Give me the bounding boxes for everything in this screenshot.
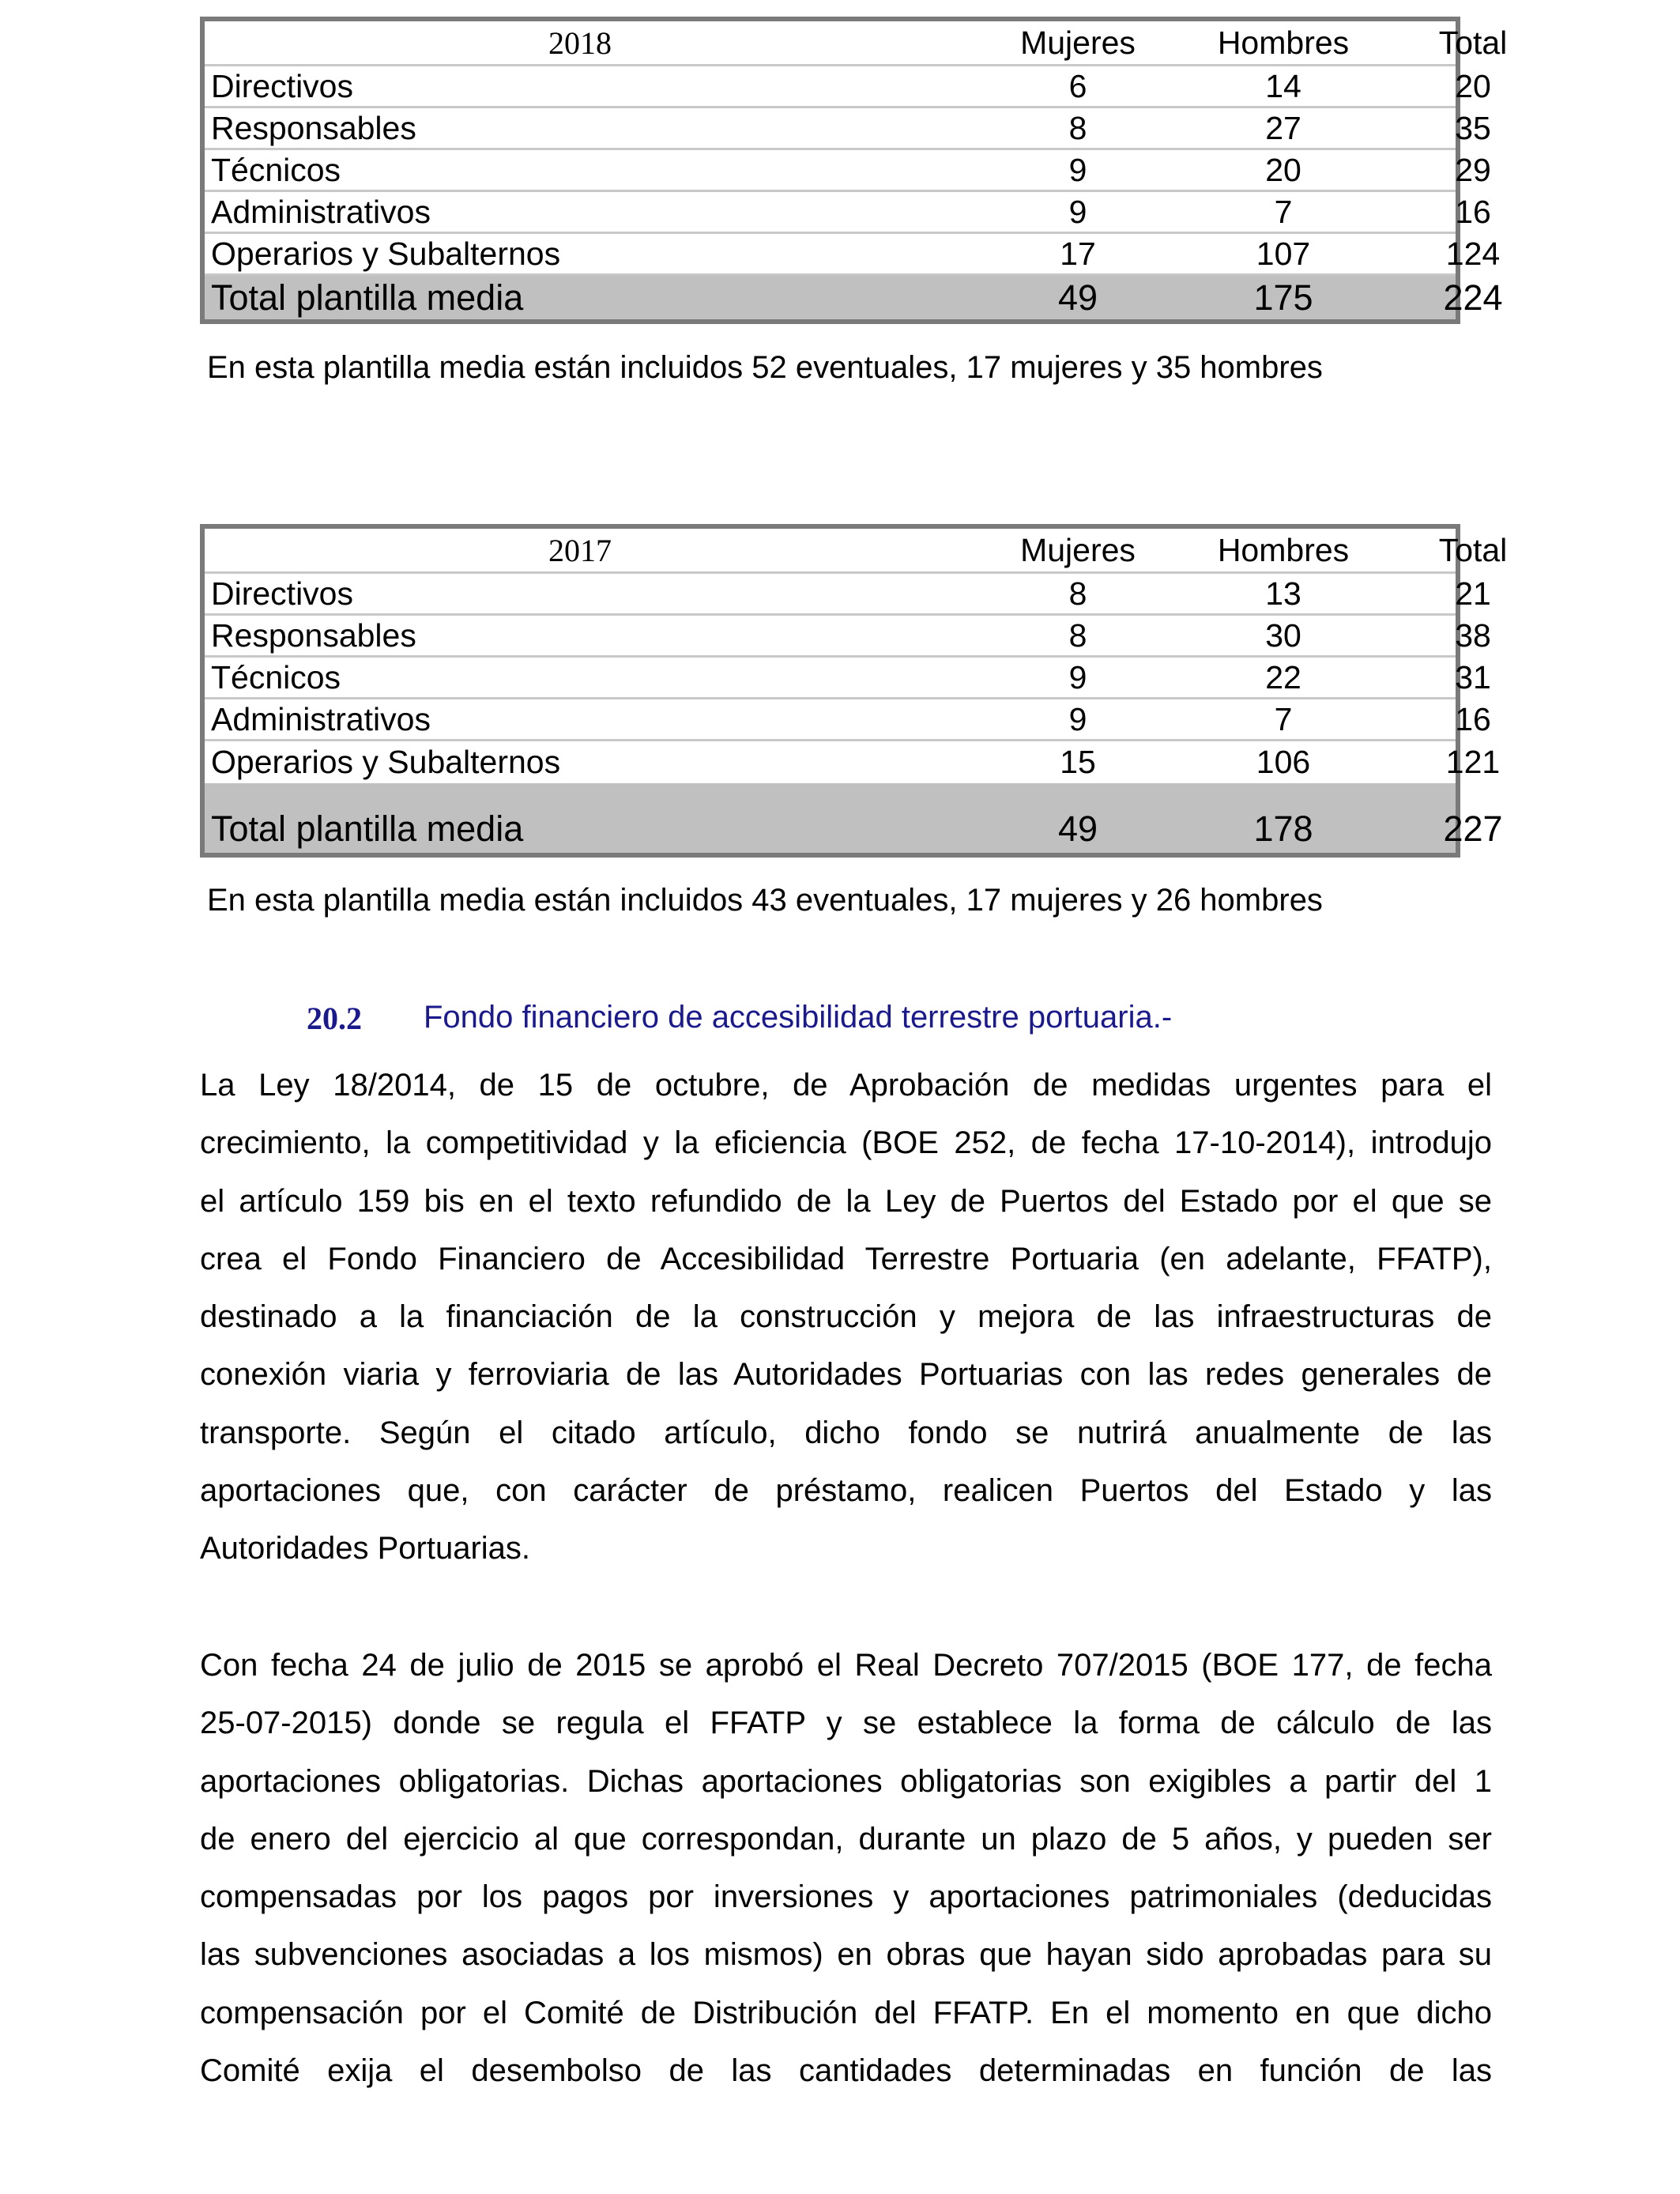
paragraph-line: las subvenciones asociadas a los mismos) en obras que hayan sido aprobadas para su — [200, 1937, 1492, 1973]
table-row — [205, 234, 1501, 276]
cell-hombres: 107 — [1256, 235, 1311, 272]
paragraph-real-decreto — [200, 1637, 1492, 2100]
paragraph-line: de enero del ejercicio al que correspondan, durante un plazo de 5 años, y pueden ser — [200, 1821, 1492, 1857]
paragraph-line: compensación por el Comité de Distribución del FFATP. En el momento en que dicho — [200, 1995, 1492, 2030]
cell-hombres: 20 — [1265, 151, 1301, 188]
paragraph-line: aportaciones obligatorias. Dichas aportaciones obligatorias son exigibles a partir del 1 — [200, 1763, 1492, 1799]
cell-mujeres: 6 — [1068, 67, 1087, 104]
cell-hombres: 27 — [1265, 109, 1301, 146]
cell-mujeres: 17 — [1060, 235, 1096, 272]
paragraph-line: compensadas por los pagos por inversiones y aportaciones patrimoniales (deducidas — [200, 1879, 1492, 1915]
cell-hombres: 30 — [1265, 616, 1301, 654]
cell-total: 20 — [1455, 67, 1491, 104]
column-header-mujeres: Mujeres — [1020, 531, 1136, 568]
column-header-hombres: Hombres — [1217, 531, 1350, 568]
table-total-row — [205, 783, 1503, 853]
section-heading — [307, 1000, 1173, 1037]
cell-mujeres: 9 — [1068, 658, 1087, 696]
cell-hombres: 106 — [1256, 744, 1311, 780]
table-row — [205, 616, 1491, 658]
cell-mujeres: 8 — [1068, 616, 1087, 654]
cell-total: 124 — [1445, 235, 1501, 272]
column-header-total: Total — [1438, 531, 1508, 568]
cell-hombres: 14 — [1265, 67, 1301, 104]
total-total: 224 — [1443, 277, 1503, 318]
total-row-label: Total plantilla media — [211, 277, 524, 318]
cell-mujeres: 9 — [1068, 193, 1087, 230]
table-2017-note: En esta plantilla media están incluidos 43 eventuales, 17 mujeres y 26 hombres — [207, 883, 1323, 918]
paragraph-line: crecimiento, la competitividad y la eficiencia (BOE 252, de fecha 17-10-2014), introdujo — [200, 1125, 1492, 1161]
section-number: 20.2 — [307, 1001, 362, 1036]
cell-mujeres: 8 — [1068, 109, 1087, 146]
total-hombres: 178 — [1253, 809, 1313, 849]
paragraph-line: destinado a la financiación de la construcción y mejora de las infraestructuras de — [200, 1299, 1492, 1335]
table-2018 — [200, 17, 1508, 324]
paragraph-line: aportaciones que, con carácter de préstamo, realicen Puertos del Estado y las — [200, 1473, 1492, 1509]
cell-mujeres: 8 — [1068, 575, 1087, 612]
paragraph-ley-18-2014 — [200, 1057, 1492, 1578]
total-row-label: Total plantilla media — [211, 809, 524, 849]
cell-hombres: 13 — [1265, 575, 1301, 612]
table-row — [205, 192, 1491, 234]
table-2018-note: En esta plantilla media están incluidos 52 eventuales, 17 mujeres y 35 hombres — [207, 350, 1323, 385]
paragraph-line: transporte. Según el citado artículo, dicho fondo se nutrirá anualmente de las — [200, 1415, 1492, 1450]
row-label: Técnicos — [211, 658, 341, 696]
paragraph-line: el artículo 159 bis en el texto refundido de la Ley de Puertos del Estado por el que se — [200, 1183, 1492, 1219]
table-2017 — [200, 524, 1508, 858]
total-hombres: 175 — [1253, 277, 1313, 318]
cell-total: 29 — [1455, 151, 1491, 188]
cell-hombres: 7 — [1274, 700, 1293, 737]
row-label: Directivos — [211, 67, 353, 104]
cell-mujeres: 15 — [1060, 744, 1096, 780]
cell-total: 16 — [1455, 700, 1491, 737]
cell-total: 38 — [1455, 616, 1491, 654]
total-total: 227 — [1443, 809, 1503, 849]
total-mujeres: 49 — [1057, 809, 1098, 849]
cell-total: 16 — [1455, 193, 1491, 230]
table-row — [205, 66, 1491, 108]
row-label: Responsables — [211, 616, 416, 654]
table-row — [205, 699, 1491, 741]
row-label: Técnicos — [211, 151, 341, 188]
section-title: Fondo financiero de accesibilidad terrestre portuaria.- — [424, 1000, 1173, 1035]
table-year: 2017 — [548, 532, 612, 568]
cell-hombres: 22 — [1265, 658, 1301, 696]
table-row — [205, 658, 1491, 699]
cell-total: 121 — [1445, 744, 1501, 780]
column-header-total: Total — [1438, 24, 1508, 61]
table-header-row — [205, 529, 1508, 574]
column-header-mujeres: Mujeres — [1020, 24, 1136, 61]
paragraph-line: Autoridades Portuarias. — [200, 1531, 531, 1566]
paragraph-line: 25-07-2015) donde se regula el FFATP y se establece la forma de cálculo de las — [200, 1706, 1492, 1741]
cell-total: 21 — [1455, 575, 1491, 612]
cell-total: 35 — [1455, 109, 1491, 146]
row-label: Administrativos — [211, 193, 431, 230]
row-label: Administrativos — [211, 700, 431, 737]
cell-mujeres: 9 — [1068, 151, 1087, 188]
table-year: 2018 — [548, 25, 612, 61]
table-row — [205, 574, 1491, 616]
cell-total: 31 — [1455, 658, 1491, 696]
table-total-row — [205, 276, 1503, 319]
cell-hombres: 7 — [1274, 193, 1293, 230]
row-label: Operarios y Subalternos — [211, 744, 561, 780]
table-row — [205, 150, 1491, 192]
paragraph-line: La Ley 18/2014, de 15 de octubre, de Aprobación de medidas urgentes para el — [200, 1068, 1492, 1103]
column-header-hombres: Hombres — [1217, 24, 1350, 61]
paragraph-line: Con fecha 24 de julio de 2015 se aprobó el Real Decreto 707/2015 (BOE 177, de fecha — [200, 1648, 1492, 1683]
table-row — [205, 741, 1501, 783]
paragraph-line: Comité exija el desembolso de las cantidades determinadas en función de las — [200, 2053, 1492, 2089]
row-label: Directivos — [211, 575, 353, 612]
row-label: Operarios y Subalternos — [211, 235, 561, 272]
total-mujeres: 49 — [1057, 277, 1098, 318]
paragraph-line: conexión viaria y ferroviaria de las Autoridades Portuarias con las redes generales de — [200, 1357, 1492, 1393]
paragraph-line: crea el Fondo Financiero de Accesibilidad Terrestre Portuaria (en adelante, FFATP), — [200, 1241, 1492, 1276]
cell-mujeres: 9 — [1068, 700, 1087, 737]
table-header-row — [205, 21, 1508, 66]
table-row — [205, 108, 1491, 150]
row-label: Responsables — [211, 109, 416, 146]
